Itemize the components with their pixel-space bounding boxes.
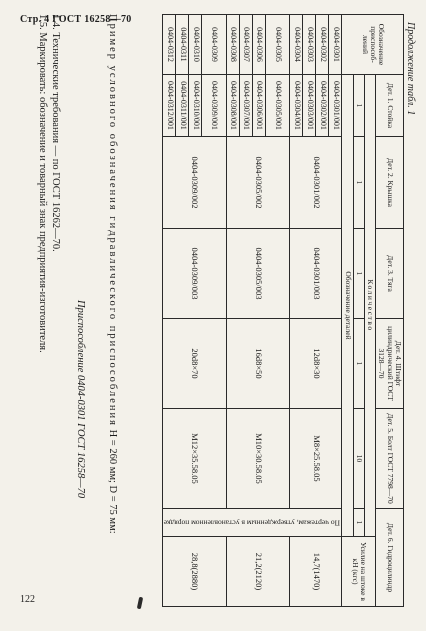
group1-force: 14,7(1470) (290, 537, 342, 607)
row-d1: 0404-0301/001 (329, 75, 342, 137)
qty-3: 1 (353, 229, 364, 319)
clause-1-5: 1.5. Маркировать: обозначение и товарный знак предприятия-изготовителя. (37, 14, 48, 353)
group3-d5: М12×35.58.05 (163, 409, 227, 509)
row-id: 0404-0304 (290, 15, 303, 75)
group2-d5: М10×30.58.05 (226, 409, 290, 509)
row-id: 0404-0305 (265, 15, 290, 75)
clause-1-4: 1.4. Технические требования — по ГОСТ 16262—70. (50, 14, 61, 252)
continuation-label: Продолжение табл. 1 (405, 22, 416, 116)
group3-force: 28,8(2880) (163, 537, 227, 607)
group2-force: 21,2(2120) (226, 537, 290, 607)
row-d1: 0404-0304/001 (290, 75, 303, 137)
row-id: 0404-0302 (316, 15, 329, 75)
row-id: 0404-0309 (202, 15, 227, 75)
quantity-header: Количество (365, 75, 376, 537)
group1-d5: М8×25.58.05 (290, 409, 342, 509)
row-id: 0404-0310 (189, 15, 202, 75)
group1-d4: 12d8×30 (290, 319, 342, 409)
row-d1: 0404-0302/001 (316, 75, 329, 137)
row-d1: 0404-0305/001 (265, 75, 290, 137)
qty-1: 1 (353, 75, 364, 137)
group3-d4: 20d8×70 (163, 319, 227, 409)
group3-d2: 0404-0309/002 (163, 137, 227, 229)
row-d1: 0404-0307/001 (239, 75, 252, 137)
group3-d3: 0404-0309/003 (163, 229, 227, 319)
row-id: 0404-0308 (226, 15, 239, 75)
part-designation-header: Обозначение деталей (342, 75, 353, 537)
row-d1: 0404-0310/001 (189, 75, 202, 137)
hydro-note: По чертежам, утвержденным в установленном порядке (163, 509, 342, 537)
row-d1: 0404-0306/001 (252, 75, 265, 137)
qty-2: 1 (353, 137, 364, 229)
part5-header: Дет. 5. Болт ГОСТ 7798—70 (376, 409, 404, 509)
example-dimensions: H = 260 мм; D = 75 мм: (107, 429, 118, 534)
designation-header: Обозначение приспособ-лений (342, 15, 404, 75)
row-id: 0404-0306 (252, 15, 265, 75)
part1-header: Дет. 1. Стойка (376, 75, 404, 137)
row-d1: 0404-0312/001 (163, 75, 176, 137)
device-designation: Приспособление 0404-0301 ГОСТ 16258—70 (75, 300, 86, 499)
example-label: Пример условного обозначения гидравлического приспособления (107, 14, 118, 427)
row-id: 0404-0312 (163, 15, 176, 75)
example-paragraph (106, 14, 119, 619)
row-d1: 0404-0311/001 (176, 75, 189, 137)
group2-d2: 0404-0305/002 (226, 137, 290, 229)
row-d1: 0404-0308/001 (226, 75, 239, 137)
group2-d4: 16d8×50 (226, 319, 290, 409)
row-id: 0404-0307 (239, 15, 252, 75)
row-id: 0404-0301 (329, 15, 342, 75)
row-id: 0404-0303 (303, 15, 316, 75)
page-number: 122 (20, 594, 35, 605)
page-header: Стр. 4 ГОСТ 16258—70 (20, 14, 132, 25)
qty-6: 1 (353, 509, 364, 537)
group1-d3: 0404-0301/003 (290, 229, 342, 319)
part3-header: Дет. 3. Тяга (376, 229, 404, 319)
row-id: 0404-0311 (176, 15, 189, 75)
parts-table (162, 14, 404, 607)
group1-d2: 0404-0301/002 (290, 137, 342, 229)
row-d1: 0404-0303/001 (303, 75, 316, 137)
part6-header: Дет. 6. Гидроцилиндр (376, 509, 404, 607)
force-header: Усилие на штоке в кН (кгс) (342, 537, 376, 607)
group2-d3: 0404-0305/003 (226, 229, 290, 319)
part2-header: Дет. 2. Крышка (376, 137, 404, 229)
qty-4: 1 (353, 319, 364, 409)
part4-header: Дет. 4. Штифт цилиндрический ГОСТ 3128—70 (376, 319, 404, 409)
row-d1: 0404-0309/001 (202, 75, 227, 137)
qty-5: 10 (353, 409, 364, 509)
